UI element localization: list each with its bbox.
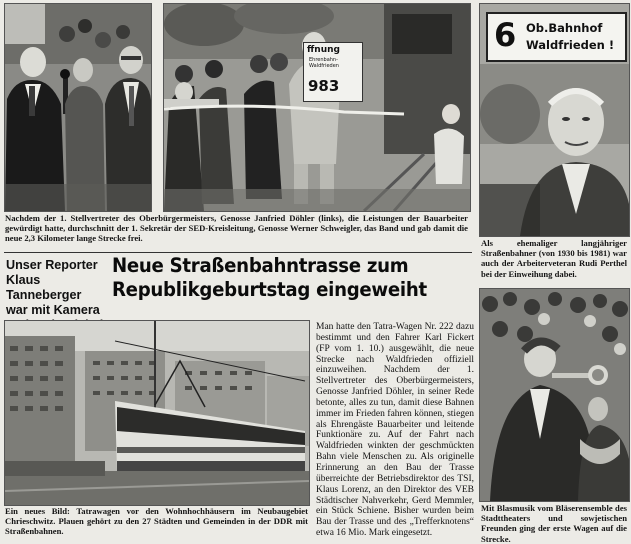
photo-veteran (479, 3, 630, 237)
photo-speaker (4, 3, 152, 212)
caption-band: Mit Blasmusik vom Bläserensemble des Stadttheaters und sowjetischen Freunden ging der erste Wagen auf die Strecke. (481, 503, 627, 544)
plaque-text: ffnung (307, 45, 340, 55)
opening-plaque (303, 42, 363, 102)
sign-line-2: Waldfrieden ! (526, 38, 615, 52)
caption-tram: Ein neues Bild: Tatrawagen vor den Wohnhochhäusern im Neubaugebiet Chrieschwitz. Plauen gehört zu den 27 Städten und Gemeinden in der DDR mit Straßenbahnen. (5, 506, 308, 537)
article-body: Man hatte den Tatra-Wagen Nr. 222 dazu bestimmt und den Fahrer Karl Fickert (FP vom 1. 10.) ausgewählt, die neue Strecke nach Waldfrieden offiziell einzuweihen. Nachdem der 1. Stellvertreter des Oberbürgermeisters, Genosse Janfried Döhler, in seiner Rede betonte, alles zu tun, damit diese Bahnen immer im Frieden fahren können, stiegen als Ehrengäste Bauarbeiter und leitende Funktionäre zu. Auf der Fahrt nach Waldfrieden winkten der geschmückten Bahn viele Menschen zu. Als originelle Erinnerung an den Bau der Trasse überreichte der Betriebsdirektor des TSI, Klaus Lorenz, an den Direktor des VEB Städtischer Nahverkehr, Gerd Memmler, ein Stück Schiene. Bisher wurden beim Bau der Trasse und des „Trefferknotens“ etwa 16 Mio. Mark eingesetzt. (316, 322, 474, 539)
tram-destination-sign (486, 12, 627, 62)
reporter-line-3: war mit Kamera (6, 303, 100, 317)
route-number: 6 (494, 16, 517, 54)
plaque-subtext: Ehrenbahn- Waldfrieden (309, 57, 339, 69)
reporter-line-2: Klaus Tanneberger (6, 273, 82, 302)
photo-tram (4, 320, 310, 506)
headline-line-1: Neue Straßenbahntrasse zum (112, 254, 409, 277)
headline-rule-top (4, 252, 472, 253)
caption-ceremony: Nachdem der 1. Stellvertreter des Oberbürgermeisters, Genosse Janfried Döhler (links), die Leistungen der Bauarbeiter gewürdigt hatte, durchschnitt der 1. Sekretär der SED-Kreisleitung, Genosse Werner Schweigler, das Band und gab damit die neue 2,3 Kilometer lange Strecke frei. (5, 213, 468, 244)
sign-line-1: Ob.Bahnhof (526, 21, 603, 35)
photo-brass-band (479, 288, 630, 502)
plaque-year: 983 (308, 77, 340, 95)
reporter-line-1: Unser Reporter (6, 258, 98, 272)
caption-veteran: Als ehemaliger langjähriger Straßenbahner (von 1930 bis 1981) war auch der Arbeiterveteran Rudi Perthel bei der Einweihung dabei. (481, 238, 627, 279)
headline (112, 254, 447, 302)
photo-ribbon-ceremony (163, 3, 471, 212)
headline-line-2: Republikgeburtstag eingeweiht (112, 278, 427, 301)
